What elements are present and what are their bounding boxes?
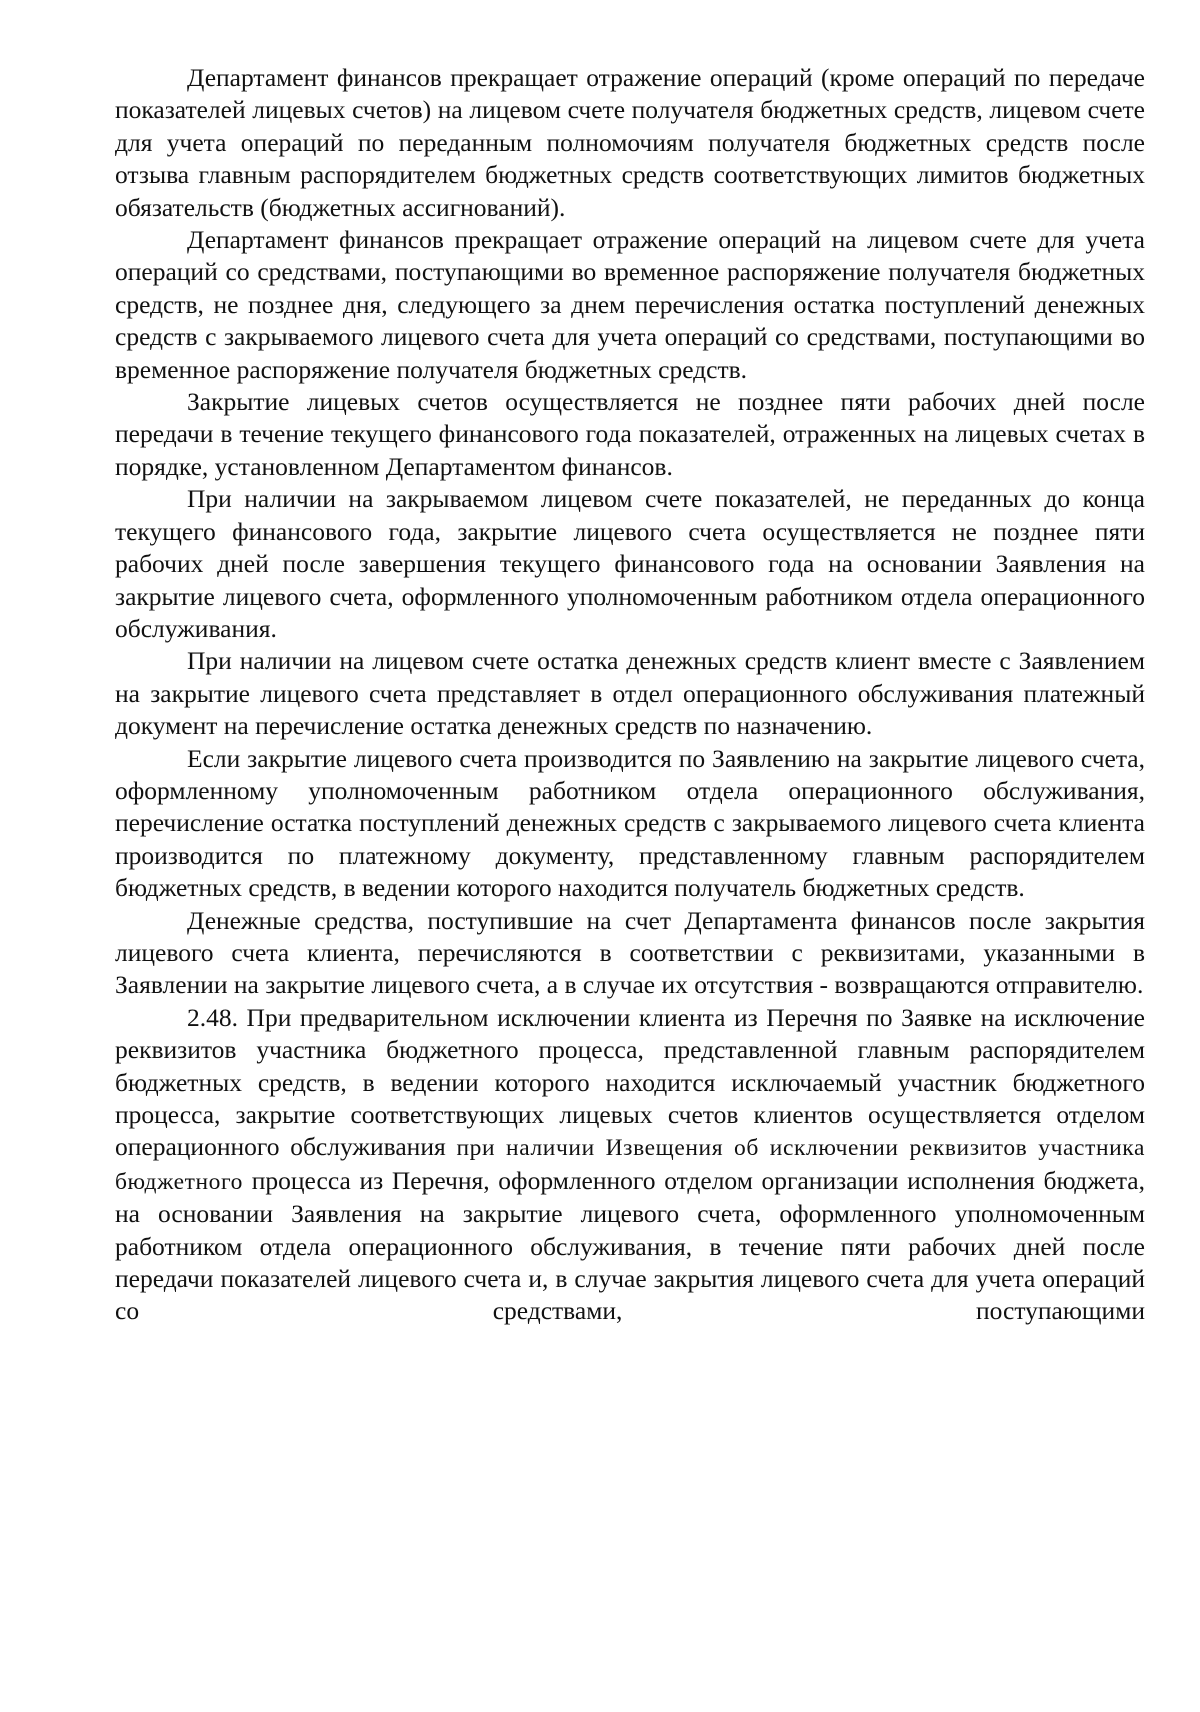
paragraph-1: Департамент финансов прекращает отражение операций (кроме операций по передаче показателей лицевых счетов) на лицевом счете получателя бюджетных средств, лицевом счете для учета операций по переданным полномочиям получателя бюджетных средств после отзыва главным распорядителем бюджетных средств соответствующих лимитов бюджетных обязательств (бюджетных ассигнований). xyxy=(115,63,1145,222)
paragraph-5: При наличии на лицевом счете остатка денежных средств клиент вместе с Заявлением на закрытие лицевого счета представляет в отдел операционного обслуживания платежный документ на перечисление остатка денежных средств по назначению. xyxy=(115,646,1145,741)
paragraph-4: При наличии на закрываемом лицевом счете показателей, не переданных до конца текущего финансового года, закрытие лицевого счета осуществляется не позднее пяти рабочих дней после завершения текущего финансового года на основании Заявления на закрытие лицевого счета, оформленного уполномоченным работником отдела операционного обслуживания. xyxy=(115,484,1145,643)
paragraph-6: Если закрытие лицевого счета производится по Заявлению на закрытие лицевого счета, оформленному уполномоченным работником отдела операционного обслуживания, перечисление остатка поступлений денежных средств с закрываемого лицевого счета клиента производится по платежному документу, представленному главным распорядителем бюджетных средств, в ведении которого находится получатель бюджетных средств. xyxy=(115,743,1145,903)
paragraph-2-48-part-1: 2.48. При предварительном исключении клиента из Перечня по Заявке на исключение реквизитов участника бюджетного процесса, представленной главным распорядителем бюджетных средств, в ведении которого находится исключаемый участник бюджетного процесса, закрытие соответствующих лицевых счетов клиентов осуществляется отделом операционного обслуживания xyxy=(115,1002,1145,1162)
paragraph-3: Закрытие лицевых счетов осуществляется не позднее пяти рабочих дней после передачи в течение текущего финансового года показателей, отраженных на лицевых счетах в порядке, установленном Департаментом финансов. xyxy=(115,387,1145,481)
paragraph-2-48 xyxy=(115,1002,1145,1328)
paragraph-7: Денежные средства, поступившие на счет Департамента финансов после закрытия лицевого счета клиента, перечисляются в соответствии с реквизитами, указанными в Заявлении на закрытие лицевого счета, а в случае их отсутствия - возвращаются отправителю. xyxy=(115,905,1145,1000)
paragraph-2: Департамент финансов прекращает отражение операций на лицевом счете для учета операций со средствами, поступающими во временное распоряжение получателя бюджетных средств, не позднее дня, следующего за днем перечисления остатка поступлений денежных средств с закрываемого лицевого счета для учета операций со средствами, поступающими во временное распоряжение получателя бюджетных средств. xyxy=(115,225,1145,384)
paragraph-2-48-part-2: при наличии Извещения об исключении реквизитов участника бюджетного xyxy=(115,1135,1145,1195)
paragraph-2-48-part-3: процесса из Перечня, оформленного отделом организации исполнения бюджета, на основании Заявления на закрытие лицевого счета, оформленного уполномоченным работником отдела операционного обслуживания, в течение пяти рабочих дней после передачи показателей лицевого счета и, в случае закрытия лицевого счета для учета операций со средствами, поступающими xyxy=(115,1165,1146,1326)
document-body xyxy=(115,62,1145,1328)
